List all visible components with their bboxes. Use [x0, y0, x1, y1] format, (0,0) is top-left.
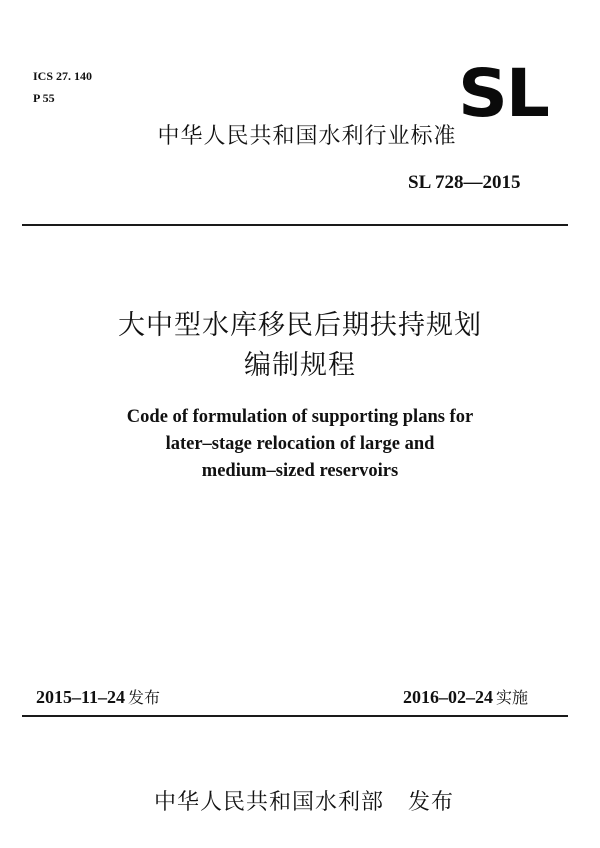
publisher-action: 发布: [408, 790, 455, 815]
issue-date: [36, 685, 160, 710]
title-cn-line1: 大中型水库移民后期扶持规划: [118, 310, 482, 341]
implementation-date: [403, 685, 528, 710]
implementation-date-value: 2016–02–24: [403, 687, 493, 707]
title-en-line1: Code of formulation of supporting plans for: [126, 407, 474, 427]
ccs-code: P 55: [33, 91, 55, 105]
standard-number: SL 728—2015: [408, 172, 521, 193]
top-divider: [22, 224, 568, 226]
title-en-line2: later–stage relocation of large and: [165, 434, 435, 454]
title-cn-line2: 编制规程: [244, 350, 356, 381]
sl-logo: SL: [458, 55, 548, 132]
title-en-line3: medium–sized reservoirs: [201, 461, 399, 481]
ics-code: ICS 27. 140: [33, 69, 93, 83]
issue-date-value: 2015–11–24: [36, 687, 126, 707]
issue-date-label: 发布: [128, 688, 161, 707]
bottom-divider: [22, 715, 568, 717]
publisher-name: 中华人民共和国水利部: [153, 790, 384, 815]
publisher: [0, 788, 600, 818]
standard-type-cn: 中华人民共和国水利行业标准: [157, 124, 457, 149]
implementation-date-label: 实施: [496, 688, 529, 707]
